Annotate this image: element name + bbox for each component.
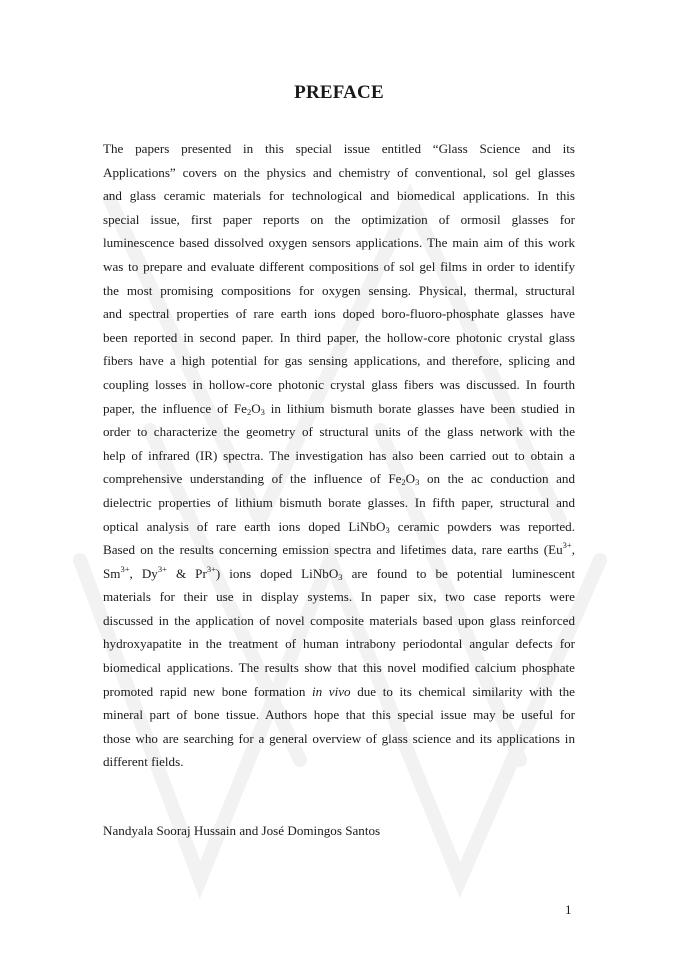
- body-line: $Sm^{3+}$, $Dy^{3+}$ & $Pr^{3+}$) ions doped LiNbO$_3$ are found to be potential luminescent: [103, 563, 575, 582]
- preface-body: [103, 137, 575, 774]
- body-line: optical analysis of rare earth ions doped LiNbO$_3$ ceramic powders was reported.: [103, 518, 575, 535]
- body-line: those who are searching for a general overview of glass science and its applications in: [103, 730, 575, 746]
- body-line: Based on the results concerning emission spectra and lifetimes data, rare earths ($Eu^{3+}$,: [103, 540, 575, 558]
- body-line: comprehensive understanding of the influence of $Fe_2O_3$ on the ac conduction and: [103, 471, 575, 488]
- page-title: PREFACE: [294, 82, 384, 103]
- body-line: and glass ceramic materials for technological and biomedical applications. In this: [103, 188, 575, 204]
- body-line: promoted rapid new bone formation in vivo due to its chemical similarity with the: [103, 683, 575, 699]
- body-line: The papers presented in this special issue entitled “Glass Science and its: [103, 141, 575, 156]
- body-line: discussed in the application of novel composite materials based upon glass reinforced: [103, 612, 575, 628]
- body-line: been reported in second paper. In third paper, the hollow-core photonic crystal glass: [103, 329, 575, 345]
- body-line: was to prepare and evaluate different compositions of sol gel films in order to identify: [103, 258, 575, 274]
- body-line: Applications” covers on the physics and chemistry of conventional, sol gel glasses: [103, 164, 575, 180]
- body-line: special issue, first paper reports on the optimization of ormosil glasses for: [103, 211, 575, 227]
- body-line: materials for their use in display systems. In paper six, two case reports were: [103, 589, 575, 605]
- body-line: biomedical applications. The results show that this novel modified calcium phosphate: [103, 660, 575, 676]
- authors-signature: Nandyala Sooraj Hussain and José Domingos Santos: [103, 823, 381, 838]
- body-line: hydroxyapatite in the treatment of human intrabony periodontal angular defects for: [103, 636, 575, 652]
- body-line: the most promising compositions for oxygen sensing. Physical, thermal, structural: [103, 282, 575, 298]
- body-line: luminescence based dissolved oxygen sensors applications. The main aim of this work: [103, 235, 575, 251]
- page-number: 1: [565, 902, 572, 917]
- body-line: paper, the influence of $Fe_2O_3$ in lithium bismuth borate glasses have been studied in: [103, 400, 575, 417]
- body-line: fibers have a high potential for gas sensing applications, and therefore, splicing and: [103, 353, 575, 369]
- body-line: mineral part of bone tissue. Authors hope that this special issue may be useful for: [103, 707, 575, 723]
- body-line: help of infrared (IR) spectra. The investigation has also been carried out to obtain a: [103, 447, 575, 463]
- body-line: order to characterize the geometry of structural units of the glass network with the: [103, 424, 575, 440]
- body-line: and spectral properties of rare earth ions doped boro-fluoro-phosphate glasses have: [103, 306, 575, 322]
- body-line: dielectric properties of lithium bismuth borate glasses. In fifth paper, structural and: [103, 494, 575, 510]
- body-line: coupling losses in hollow-core photonic crystal glass fibers was discussed. In fourth: [103, 376, 575, 392]
- body-line: different fields.: [103, 754, 184, 770]
